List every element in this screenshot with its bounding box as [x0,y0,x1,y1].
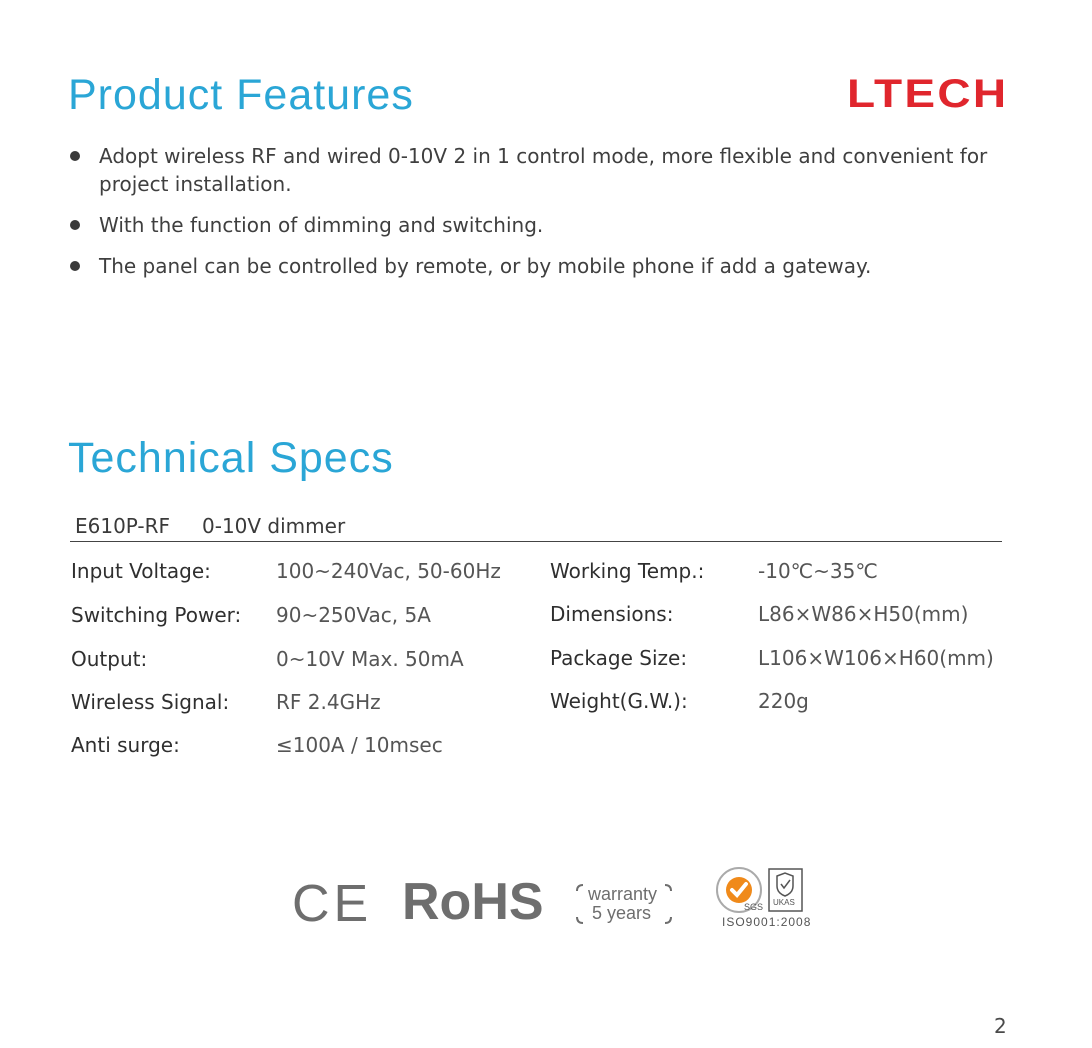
spec-value: -10℃~35℃ [758,559,878,583]
spec-label: Weight(G.W.): [550,689,688,713]
warranty-label: warranty [588,884,658,904]
spec-label: Working Temp.: [550,559,705,583]
product-features-heading: Product Features [68,71,414,119]
sgs-label: SGS [744,902,764,912]
spec-value: 0~10V Max. 50mA [276,647,464,671]
model-header [70,512,1002,542]
spec-label: Dimensions: [550,602,674,626]
feature-item: Adopt wireless RF and wired 0-10V 2 in 1 control mode, more flexible and convenient for project installation. [70,142,1010,198]
sgs-seal-icon [717,868,763,912]
spec-label: Switching Power: [71,603,242,627]
spec-label: Package Size: [550,646,688,670]
features-list [70,142,1010,280]
technical-specs-heading: Technical Specs [68,434,394,482]
spec-label: Anti surge: [71,733,180,757]
ltech-logo: LTECH [847,72,1009,116]
spec-value: 220g [758,689,809,713]
warranty-badge [575,883,673,925]
feature-item: The panel can be controlled by remote, or by mobile phone if add a gateway. [70,252,1010,280]
ce-mark: CE [292,875,373,933]
iso-certification: ISO9001:2008 [722,915,812,929]
spec-label: Wireless Signal: [71,690,230,714]
spec-label: Input Voltage: [71,559,211,583]
model-description: 0-10V dimmer [202,514,346,538]
model-number: E610P-RF [75,514,171,538]
spec-value: 90~250Vac, 5A [276,603,431,627]
ukas-seal-icon [769,869,802,911]
rohs-mark: RoHS [402,873,544,931]
spec-value: 100~240Vac, 50-60Hz [276,559,501,583]
feature-item: With the function of dimming and switching. [70,211,1010,239]
warranty-years: 5 years [592,903,652,923]
iso-seals [715,866,807,914]
page-number: 2 [994,1014,1007,1038]
spec-value: ≤100A / 10msec [276,733,443,757]
spec-label: Output: [71,647,148,671]
spec-value: RF 2.4GHz [276,690,381,714]
spec-value: L106×W106×H60(mm) [758,646,994,670]
ukas-label: UKAS [773,898,795,907]
spec-value: L86×W86×H50(mm) [758,602,969,626]
